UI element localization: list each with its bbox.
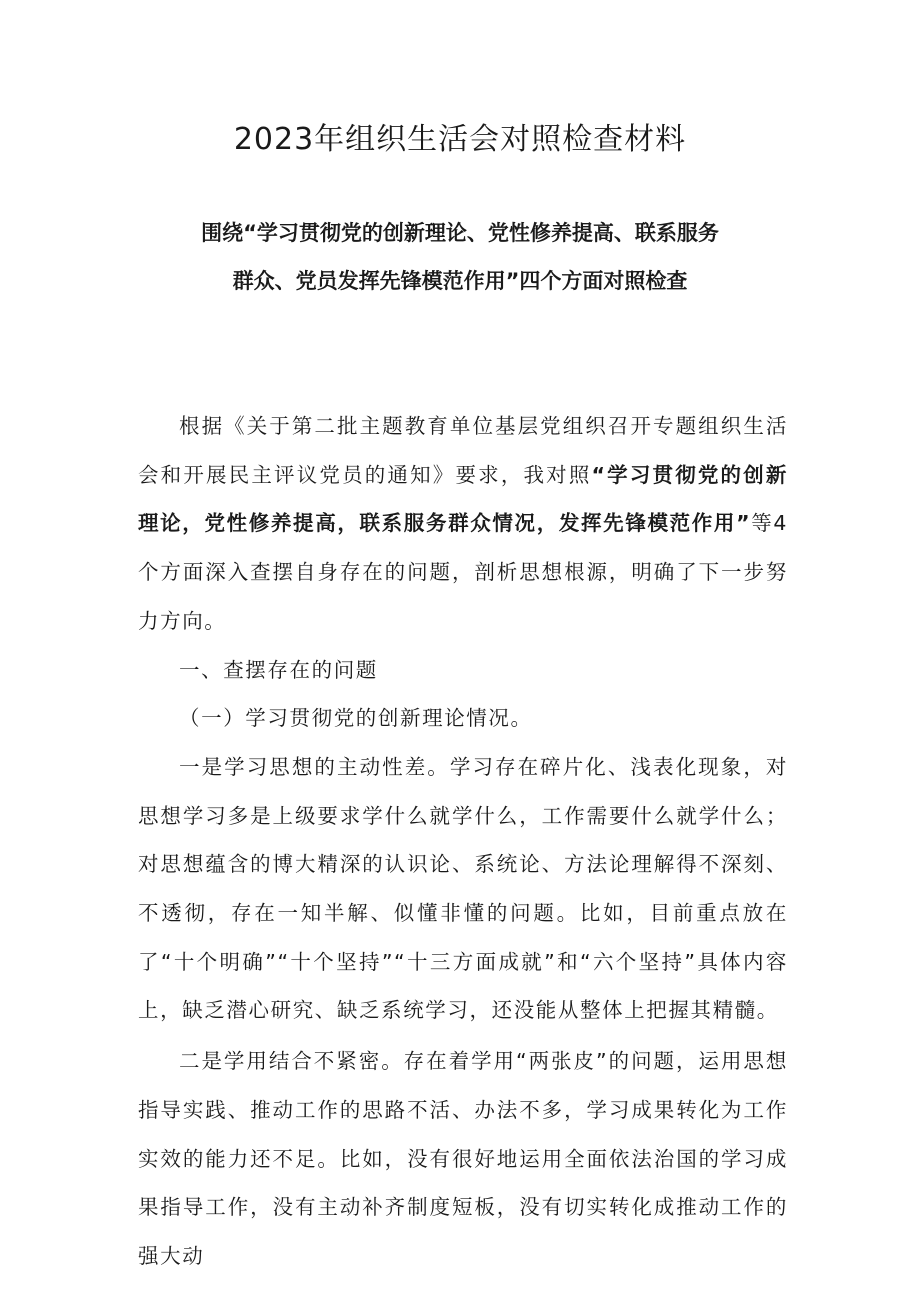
paragraph-2: 二是学用结合不紧密。存在着学用“两张皮”的问题，运用思想指导实践、推动工作的思路不活、办法不多，学习成果转化为工作实效的能力还不足。比如，没有很好地运用全面依法治国的学习成果指导工作，没有主动补齐制度短板，没有切实转化成推动工作的强大动 [138,1049,788,1268]
document-subtitle-line-1: 围绕“学习贯彻党的创新理论、党性修养提高、联系服务 [201,221,719,245]
intro-text-2: 等4个方面深入查摆自身存在的问题，剖析思想根源，明确了下一步努力方向。 [138,511,788,633]
document-title: 2023年组织生活会对照检查材料 [233,122,687,157]
intro-bold-text: “学习贯彻党的创新理论，党性修养提高，联系服务群众情况，发挥先锋模范作用” [138,462,789,536]
paragraph-1: 一是学习思想的主动性差。学习存在碎片化、浅表化现象，对思想学习多是上级要求学什么就学什么，工作需要什么就学什么；对思想蕴含的博大精深的认识论、系统论、方法论理解得不深刻、不透彻，存在一知半解、似懂非懂的问题。比如，目前重点放在了“十个明确”“十个坚持”“十三方面成就”和“六个坚持”具体内容上，缺乏潜心研究、缺乏系统学习，还没能从整体上把握其精髓。 [138,754,788,1023]
intro-paragraph [138,402,788,646]
subsection-heading-1: （一）学习贯彻党的创新理论情况。 [179,706,533,731]
document-body [138,402,788,1281]
section-heading-1: 一、查摆存在的问题 [179,657,378,682]
document-subtitle-line-2: 群众、党员发挥先锋模范作用”四个方面对照检查 [232,269,688,293]
intro-text-1: 根据《关于第二批主题教育单位基层党组织召开专题组织生活会和开展民主评议党员的通知》要求，我对照 [138,414,788,487]
